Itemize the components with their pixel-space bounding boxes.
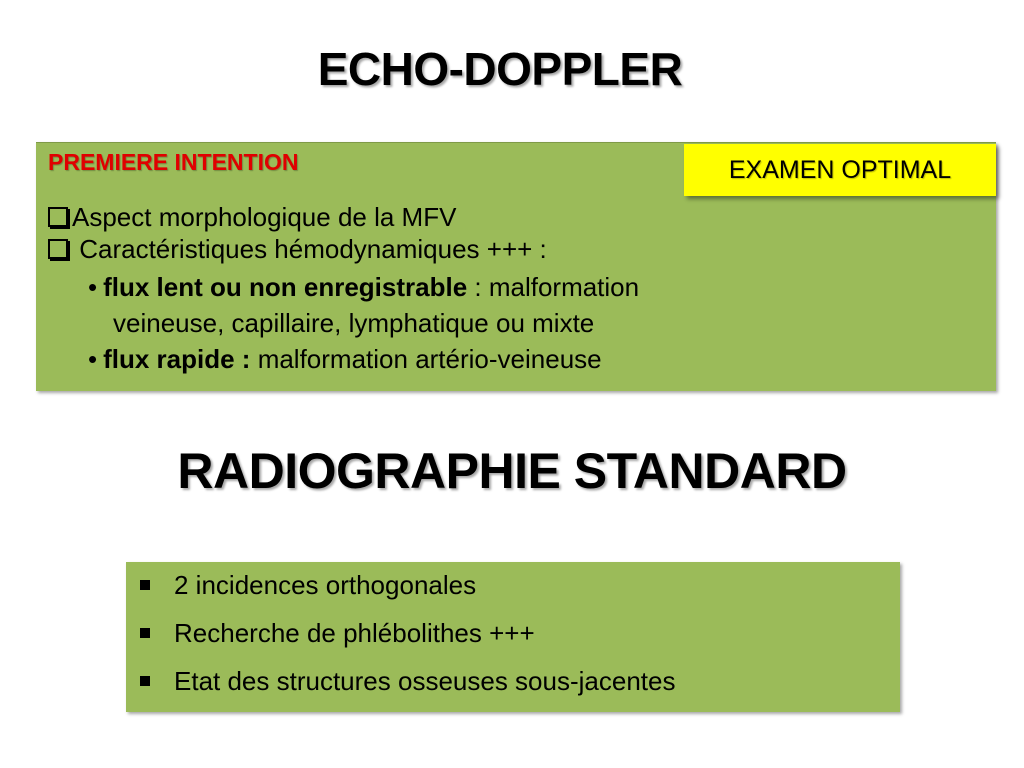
bullet-dot-icon: • xyxy=(88,272,98,302)
echo-subitem-bold: flux lent ou non enregistrable xyxy=(103,272,468,302)
echo-subitem-slow-flow xyxy=(88,271,639,303)
radio-item-text: 2 incidences orthogonales xyxy=(174,570,477,600)
square-bullet-icon xyxy=(140,580,150,590)
echo-subitem-slow-flow-continuation xyxy=(113,307,594,339)
square-bullet-icon xyxy=(140,628,150,638)
echo-subitem-text: veineuse, capillaire, lymphatique ou mixte xyxy=(113,308,595,338)
echo-subitem-rapid-flow xyxy=(88,343,602,375)
echo-doppler-title: ECHO-DOPPLER xyxy=(317,43,683,95)
radio-item xyxy=(140,618,535,649)
examen-optimal-badge: EXAMEN OPTIMAL xyxy=(684,144,996,196)
premiere-intention-heading: PREMIERE INTENTION xyxy=(48,149,299,175)
radio-item xyxy=(140,666,675,697)
echo-subitem-bold: flux rapide : xyxy=(103,344,251,374)
radio-item-text: Recherche de phlébolithes +++ xyxy=(174,618,535,648)
echo-subitem-text: malformation artério-veineuse xyxy=(250,344,602,374)
bullet-dot-icon: • xyxy=(88,344,98,374)
radiographie-title: RADIOGRAPHIE STANDARD xyxy=(177,443,847,499)
echo-item-text: Aspect morphologique de la MFV xyxy=(72,202,457,232)
echo-item-morphology xyxy=(48,201,456,233)
echo-item-text: Caractéristiques hémodynamiques +++ : xyxy=(72,234,547,264)
echo-item-hemodynamics xyxy=(48,233,547,265)
radio-item-text: Etat des structures osseuses sous-jacentes xyxy=(174,666,676,696)
radio-item xyxy=(140,570,476,601)
echo-subitem-text: : malformation xyxy=(467,272,640,302)
radiographie-box xyxy=(126,562,900,712)
checkbox-bullet-icon xyxy=(48,239,68,259)
checkbox-bullet-icon xyxy=(48,207,68,227)
square-bullet-icon xyxy=(140,676,150,686)
